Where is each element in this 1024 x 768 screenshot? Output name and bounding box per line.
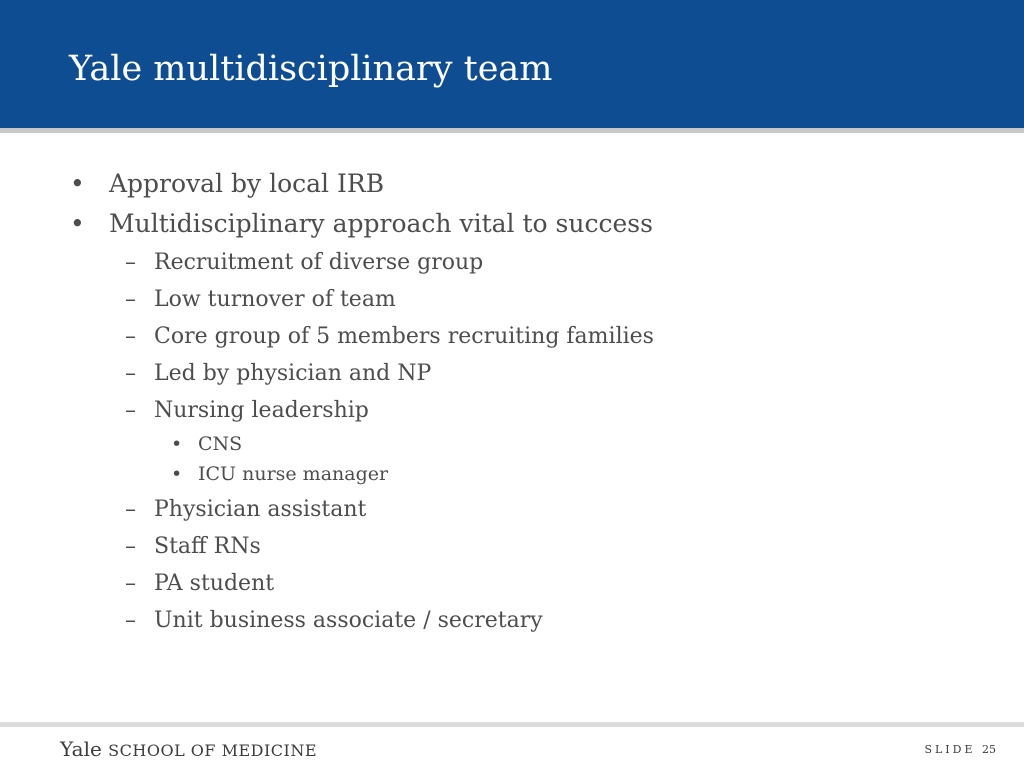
title-bar (0, 0, 1024, 128)
dash-marker: – (125, 324, 136, 349)
dash-marker: – (125, 250, 136, 275)
sub-sub-bullet-text: CNS (198, 433, 243, 455)
sub-bullet-item (70, 565, 970, 602)
sub-bullet-text: PA student (154, 571, 275, 596)
sub-sub-bullet-text: ICU nurse manager (198, 463, 389, 485)
bullet-marker: • (70, 169, 85, 198)
school-logo (60, 736, 317, 764)
dash-marker: – (125, 287, 136, 312)
bullet-text: Approval by local IRB (109, 169, 385, 198)
sub-bullet-item (70, 355, 970, 392)
sub-sub-bullet-item (70, 459, 970, 489)
bullet-marker: • (171, 463, 183, 485)
slide-title: Yale multidisciplinary team (69, 49, 553, 89)
dash-marker: – (125, 608, 136, 633)
sub-bullet-item (70, 392, 970, 429)
sub-bullet-item (70, 602, 970, 639)
logo-subtitle: SCHOOL OF MEDICINE (108, 741, 318, 760)
sub-bullet-text: Recruitment of diverse group (154, 250, 484, 275)
dash-marker: – (125, 571, 136, 596)
sub-bullet-text: Unit business associate / secretary (154, 608, 543, 633)
sub-bullet-item (70, 244, 970, 281)
bullet-item (70, 204, 970, 244)
footer-divider (0, 722, 1024, 727)
sub-sub-bullet-item (70, 429, 970, 459)
sub-bullet-text: Nursing leadership (154, 398, 369, 423)
dash-marker: – (125, 534, 136, 559)
sub-bullet-text: Physician assistant (154, 497, 367, 522)
sub-bullet-item (70, 491, 970, 528)
bullet-text: Multidisciplinary approach vital to success (109, 209, 653, 238)
dash-marker: – (125, 497, 136, 522)
bullet-item (70, 164, 970, 204)
slide-number-value: 25 (982, 743, 996, 756)
sub-bullet-item (70, 281, 970, 318)
header-divider (0, 128, 1024, 133)
slide-label: SLIDE (924, 743, 976, 756)
bullet-marker: • (70, 209, 85, 238)
sub-bullet-item (70, 318, 970, 355)
dash-marker: – (125, 398, 136, 423)
bullet-marker: • (171, 433, 183, 455)
sub-bullet-text: Led by physician and NP (154, 361, 432, 386)
slide-number (924, 742, 996, 758)
sub-bullet-text: Core group of 5 members recruiting families (154, 324, 654, 349)
logo-name: Yale (60, 737, 102, 761)
dash-marker: – (125, 361, 136, 386)
sub-bullet-text: Staff RNs (154, 534, 261, 559)
sub-bullet-text: Low turnover of team (154, 287, 396, 312)
sub-bullet-item (70, 528, 970, 565)
bullet-list (70, 164, 970, 639)
